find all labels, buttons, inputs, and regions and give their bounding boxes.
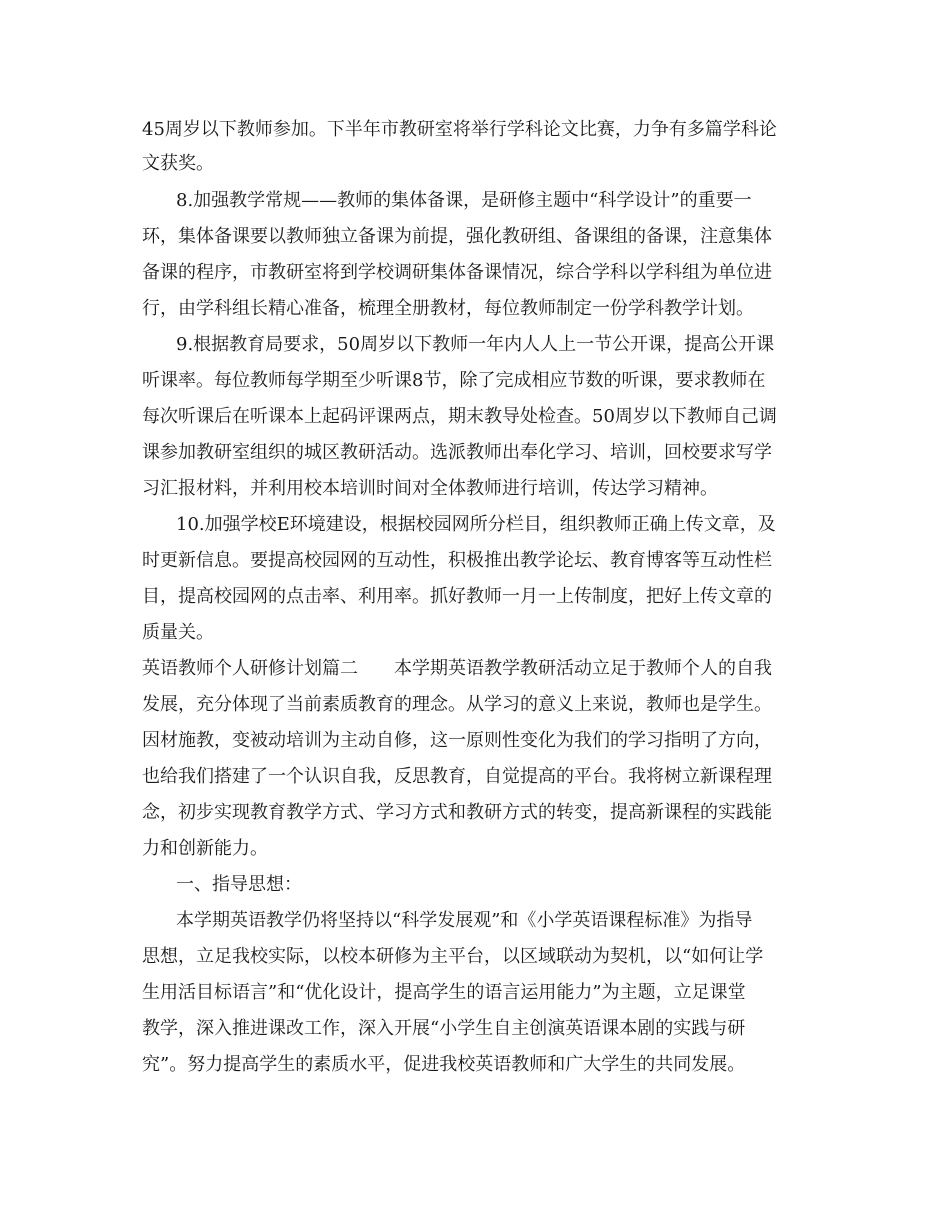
text-line: 质量关。 xyxy=(142,622,214,643)
text-line: 念，初步实现教育教学方式、学习方式和教研方式的转变，提高新课程的实践能 xyxy=(142,802,772,823)
text-line: 听课率。每位教师每学期至少听课8节，除了完成相应节数的听课，要求教师在 xyxy=(142,370,766,391)
text-line: 发展，充分体现了当前素质教育的理念。从学习的意义上来说，教师也是学生。 xyxy=(142,694,772,715)
text-line: 45周岁以下教师参加。下半年市教研室将举行学科论文比赛，力争有多篇学科论 xyxy=(142,119,777,140)
text-line: 习汇报材料，并利用校本培训时间对全体教师进行培训，传达学习精神。 xyxy=(142,478,718,499)
text-line: 目，提高校园网的点击率、利用率。抓好教师一月一上传制度，把好上传文章的 xyxy=(142,586,772,607)
text-line: 环，集体备课要以教师独立备课为前提，强化教研组、备课组的备课，注意集体 xyxy=(142,226,772,247)
section-title: 英语教师个人研修计划篇二 xyxy=(142,658,358,679)
text-line: 思想，立足我校实际，以校本研修为主平台，以区域联动为契机，以“如何让学 xyxy=(142,946,764,967)
text-line: 因材施教，变被动培训为主动自修，这一原则性变化为我们的学习指明了方向， xyxy=(142,730,772,751)
text-line: 力和创新能力。 xyxy=(142,838,268,859)
section-heading-line xyxy=(142,652,772,686)
section-intro-text: 本学期英语教学教研活动立足于教师个人的自我 xyxy=(394,658,772,679)
text-line: 行，由学科组长精心准备，梳理全册教材，每位教师制定一份学科教学计划。 xyxy=(142,298,754,319)
text-line: 本学期英语教学仍将坚持以“科学发展观”和《小学英语课程标准》为指导 xyxy=(176,910,753,931)
text-line: 9.根据教育局要求，50周岁以下教师一年内人人上一节公开课，提高公开课 xyxy=(176,334,775,355)
text-line: 时更新信息。要提高校园网的互动性，积极推出教学论坛、教育博客等互动性栏 xyxy=(142,550,772,571)
text-line: 备课的程序，市教研室将到学校调研集体备课情况，综合学科以学科组为单位进 xyxy=(142,262,772,283)
text-line: 也给我们搭建了一个认识自我，反思教育，自觉提高的平台。我将树立新课程理 xyxy=(142,766,772,787)
text-line: 究”。努力提高学生的素质水平，促进我校英语教师和广大学生的共同发展。 xyxy=(142,1054,746,1075)
subheading: 一、指导思想： xyxy=(176,874,302,895)
text-line: 8.加强教学常规——教师的集体备课，是研修主题中“科学设计”的重要一 xyxy=(176,190,752,211)
text-line: 10.加强学校E环境建设，根据校园网所分栏目，组织教师正确上传文章，及 xyxy=(176,514,776,535)
text-line: 教学，深入推进课改工作，深入开展“小学生自主创演英语课本剧的实践与研 xyxy=(142,1018,746,1039)
text-line: 课参加教研室组织的城区教研活动。选派教师出奉化学习、培训，回校要求写学 xyxy=(142,442,772,463)
text-line: 文获奖。 xyxy=(142,153,214,174)
text-line: 生用活目标语言”和“优化设计，提高学生的语言运用能力”为主题，立足课堂 xyxy=(142,982,746,1003)
text-line: 每次听课后在听课本上起码评课两点，期末教导处检查。50周岁以下教师自己调 xyxy=(142,406,777,427)
